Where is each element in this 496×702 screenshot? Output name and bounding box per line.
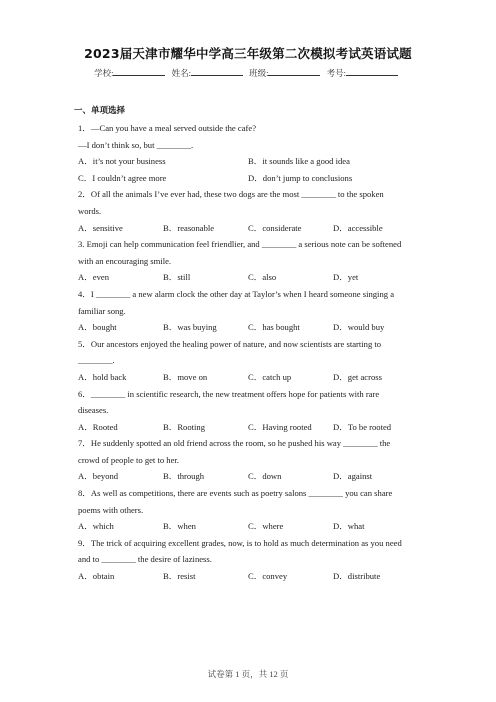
question-stem-line: 6．________ in scientific research, the new treatment offers hope for patients with rare bbox=[78, 388, 380, 399]
class-label: 班级: bbox=[249, 68, 269, 78]
option-choice[interactable]: A．beyond bbox=[78, 471, 119, 482]
option-choice[interactable]: C．Having rooted bbox=[248, 421, 312, 432]
option-choice[interactable]: D．get across bbox=[333, 371, 382, 382]
question-item bbox=[78, 535, 418, 585]
option-choice[interactable]: B．through bbox=[163, 471, 205, 482]
option-choice[interactable]: A．obtain bbox=[78, 571, 115, 582]
school-label: 学校: bbox=[94, 68, 114, 78]
options-row bbox=[78, 369, 418, 386]
name-blank[interactable] bbox=[191, 67, 243, 76]
page-footer: 试卷第 1 页，共 12 页 bbox=[207, 669, 289, 679]
option-choice[interactable]: A．bought bbox=[78, 322, 117, 333]
option-choice[interactable]: D．what bbox=[333, 521, 365, 532]
option-choice[interactable]: D．accessible bbox=[333, 222, 383, 233]
question-list bbox=[78, 120, 418, 585]
option-choice[interactable]: C．has bought bbox=[248, 322, 300, 333]
exam-no-blank[interactable] bbox=[346, 67, 398, 76]
section-heading: 一、单项选择 bbox=[74, 106, 126, 116]
option-choice[interactable]: C．where bbox=[248, 521, 284, 532]
question-stem-line: words. bbox=[78, 205, 102, 216]
option-choice[interactable]: B．it sounds like a good idea bbox=[248, 156, 350, 167]
class-blank[interactable] bbox=[268, 67, 320, 76]
question-stem-line: 2．Of all the animals I’ve ever had, these two dogs are the most ________ to the spoken bbox=[78, 189, 384, 200]
question-stem-line: poems with others. bbox=[78, 504, 144, 515]
option-choice[interactable]: C．down bbox=[248, 471, 282, 482]
option-choice[interactable]: C．catch up bbox=[248, 371, 292, 382]
question-stem-line: 8．As well as competitions, there are events such as poetry salons ________ you can share bbox=[78, 488, 393, 499]
option-choice[interactable]: A．even bbox=[78, 272, 110, 283]
option-choice[interactable]: C．also bbox=[248, 272, 277, 283]
option-choice[interactable]: A．which bbox=[78, 521, 114, 532]
question-item bbox=[78, 485, 418, 535]
question-item bbox=[78, 435, 418, 485]
options-row bbox=[78, 419, 418, 436]
options-row bbox=[78, 468, 418, 485]
option-choice[interactable]: D．would buy bbox=[333, 322, 385, 333]
option-choice[interactable]: B．still bbox=[163, 272, 191, 283]
name-label: 姓名: bbox=[171, 68, 191, 78]
option-choice[interactable]: D．yet bbox=[333, 272, 359, 283]
question-item bbox=[78, 120, 418, 186]
exam-title: 2023届天津市耀华中学高三年级第二次模拟考试英语试题 bbox=[84, 46, 412, 61]
option-choice[interactable]: A．Rooted bbox=[78, 421, 118, 432]
option-choice[interactable]: C．I couldn’t agree more bbox=[78, 172, 167, 183]
question-stem-line: 1．—Can you have a meal served outside the cafe? bbox=[78, 123, 257, 133]
option-choice[interactable]: B．move on bbox=[163, 371, 208, 382]
option-choice[interactable]: B．was buying bbox=[163, 322, 217, 333]
options-row bbox=[78, 170, 418, 187]
question-stem-line: and to ________ the desire of laziness. bbox=[78, 554, 212, 565]
option-choice[interactable]: B．when bbox=[163, 521, 196, 532]
options-row bbox=[78, 220, 418, 237]
question-item bbox=[78, 236, 418, 286]
options-row bbox=[78, 269, 418, 286]
question-item bbox=[78, 336, 418, 386]
question-stem-line: 4．I ________ a new alarm clock the other day at Taylor’s when I heard someone singing a bbox=[78, 288, 395, 299]
options-row bbox=[78, 153, 418, 170]
option-choice[interactable]: B．resist bbox=[163, 571, 196, 582]
option-choice[interactable]: B．Rooting bbox=[163, 421, 206, 432]
options-row bbox=[78, 319, 418, 336]
option-choice[interactable]: D．To be rooted bbox=[333, 421, 392, 432]
student-info-line bbox=[0, 67, 496, 79]
option-choice[interactable]: C．convey bbox=[248, 571, 288, 582]
question-stem-line: —I don’t think so, but ________. bbox=[78, 139, 194, 150]
question-stem-line: ________. bbox=[78, 355, 115, 366]
options-row bbox=[78, 568, 418, 585]
option-choice[interactable]: A．it’s not your business bbox=[78, 156, 166, 167]
question-item bbox=[78, 186, 418, 236]
exam-no-label: 考号: bbox=[326, 68, 346, 78]
option-choice[interactable]: D．distribute bbox=[333, 571, 381, 582]
question-item bbox=[78, 386, 418, 436]
question-stem-line: familiar song. bbox=[78, 305, 126, 316]
question-stem-line: 9．The trick of acquiring excellent grades, now, is to hold as much determination as you need bbox=[78, 537, 402, 548]
option-choice[interactable]: D．against bbox=[333, 471, 373, 482]
question-stem-line: diseases. bbox=[78, 405, 109, 416]
option-choice[interactable]: C．considerate bbox=[248, 222, 302, 233]
question-stem-line: with an encouraging smile. bbox=[78, 255, 172, 266]
question-stem-line: crowd of people to get to her. bbox=[78, 454, 179, 465]
question-stem-line: 7．He suddenly spotted an old friend across the room, so he pushed his way ________ the bbox=[78, 438, 391, 449]
option-choice[interactable]: A．hold back bbox=[78, 371, 127, 382]
question-item bbox=[78, 286, 418, 336]
option-choice[interactable]: D．don’t jump to conclusions bbox=[248, 172, 353, 183]
options-row bbox=[78, 518, 418, 535]
option-choice[interactable]: A．sensitive bbox=[78, 222, 123, 233]
question-stem-line: 3. Emoji can help communication feel friendlier, and ________ a serious note can be softened bbox=[78, 239, 402, 250]
school-blank[interactable] bbox=[113, 67, 165, 76]
question-stem-line: 5．Our ancestors enjoyed the healing power of nature, and now scientists are starting to bbox=[78, 338, 382, 349]
option-choice[interactable]: B．reasonable bbox=[163, 222, 215, 233]
